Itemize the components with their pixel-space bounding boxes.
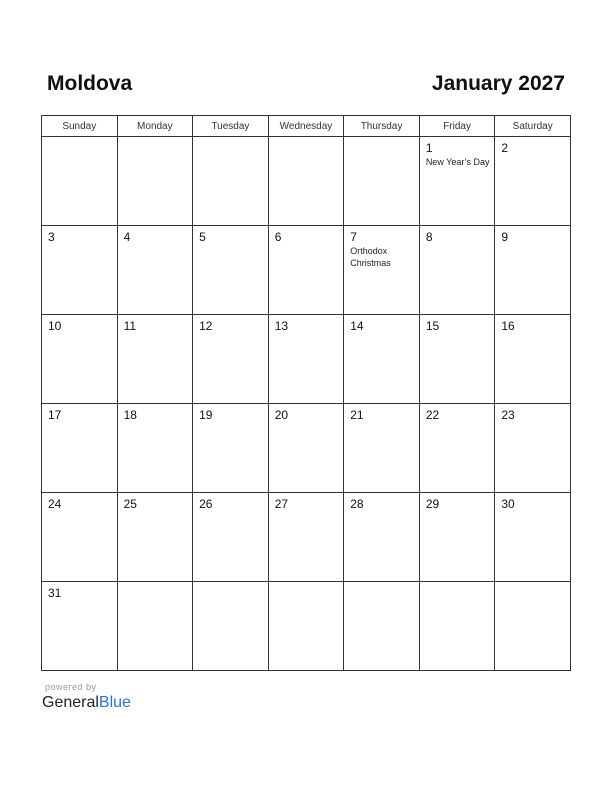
- day-cell: [117, 315, 193, 404]
- weekday-header: Sunday: [42, 116, 118, 137]
- week-row: [42, 315, 571, 404]
- day-number: 23: [501, 408, 515, 422]
- day-number: 8: [425, 230, 433, 244]
- day-number: 24: [48, 497, 62, 511]
- week-row: [42, 404, 571, 493]
- day-number: 2: [501, 141, 509, 155]
- day-number: 15: [425, 319, 440, 333]
- country-title: Moldova: [47, 72, 133, 95]
- day-number: 29: [425, 497, 440, 511]
- day-number: 22: [425, 408, 440, 422]
- day-cell: [419, 226, 495, 315]
- day-cell: [42, 582, 118, 671]
- powered-by-text: powered by: [45, 682, 97, 692]
- day-cell: [495, 404, 571, 493]
- day-cell: [268, 315, 344, 404]
- day-cell: [495, 315, 571, 404]
- day-cell: [419, 315, 495, 404]
- day-number: 16: [501, 319, 515, 333]
- day-number: 9: [501, 230, 509, 244]
- day-cell: [344, 226, 420, 315]
- day-number: 26: [199, 497, 213, 511]
- day-cell: [419, 137, 495, 226]
- day-cell: [193, 404, 269, 493]
- day-cell: [117, 137, 193, 226]
- day-number: 13: [274, 319, 289, 333]
- day-cell: [344, 404, 420, 493]
- day-cell: [419, 493, 495, 582]
- weekday-header: Tuesday: [193, 116, 269, 137]
- holiday-label: New Year’s Day: [425, 157, 490, 167]
- day-number: 25: [123, 497, 137, 511]
- day-cell: [42, 226, 118, 315]
- day-cell: [268, 493, 344, 582]
- day-cell: [42, 404, 118, 493]
- day-cell: [193, 582, 269, 671]
- weekday-header: Wednesday: [268, 116, 344, 137]
- week-row: [42, 226, 571, 315]
- day-number: 18: [123, 408, 137, 422]
- day-number: 17: [48, 408, 62, 422]
- day-cell: [117, 226, 193, 315]
- month-title: January 2027: [431, 72, 565, 95]
- day-number: 6: [274, 230, 282, 244]
- day-cell: [42, 137, 118, 226]
- day-cell: [344, 493, 420, 582]
- brand-blue-text: Blue: [98, 694, 131, 711]
- day-cell: [117, 493, 193, 582]
- day-number: 28: [350, 497, 364, 511]
- day-number: 1: [425, 141, 433, 155]
- weekday-header: Friday: [419, 116, 495, 137]
- day-number: 20: [274, 408, 289, 422]
- day-cell: [42, 493, 118, 582]
- day-number: 30: [501, 497, 515, 511]
- day-cell: [419, 404, 495, 493]
- day-number: 10: [48, 319, 62, 333]
- day-cell: [495, 226, 571, 315]
- weekday-header: Thursday: [344, 116, 420, 137]
- day-cell: [495, 582, 571, 671]
- day-cell: [117, 582, 193, 671]
- day-cell: [42, 315, 118, 404]
- weekday-header-row: [42, 116, 571, 137]
- day-cell: [268, 226, 344, 315]
- day-cell: [268, 404, 344, 493]
- day-number: 4: [123, 230, 131, 244]
- day-number: 3: [48, 230, 55, 244]
- week-row: [42, 493, 571, 582]
- day-cell: [193, 137, 269, 226]
- weekday-header: Saturday: [495, 116, 571, 137]
- day-cell: [344, 137, 420, 226]
- day-number: 11: [123, 319, 137, 333]
- day-number: 5: [199, 230, 206, 244]
- day-number: 21: [350, 408, 364, 422]
- calendar-grid: [41, 115, 571, 671]
- day-cell: [117, 404, 193, 493]
- day-cell: [193, 315, 269, 404]
- day-number: 19: [199, 408, 213, 422]
- week-row: [42, 582, 571, 671]
- weekday-header: Monday: [117, 116, 193, 137]
- holiday-label: Orthodox Christmas: [350, 246, 391, 268]
- day-cell: [344, 315, 420, 404]
- day-cell: [193, 493, 269, 582]
- day-number: 31: [48, 586, 62, 600]
- day-cell: [495, 493, 571, 582]
- day-cell: [344, 582, 420, 671]
- day-cell: [268, 582, 344, 671]
- day-cell: [495, 137, 571, 226]
- generalblue-logo[interactable]: [42, 694, 131, 712]
- day-number: 7: [350, 230, 357, 244]
- day-number: 27: [274, 497, 289, 511]
- day-cell: [268, 137, 344, 226]
- day-number: 14: [350, 319, 364, 333]
- day-cell: [419, 582, 495, 671]
- day-cell: [193, 226, 269, 315]
- day-number: 12: [199, 319, 213, 333]
- week-row: [42, 137, 571, 226]
- brand-general-text: General: [42, 694, 99, 711]
